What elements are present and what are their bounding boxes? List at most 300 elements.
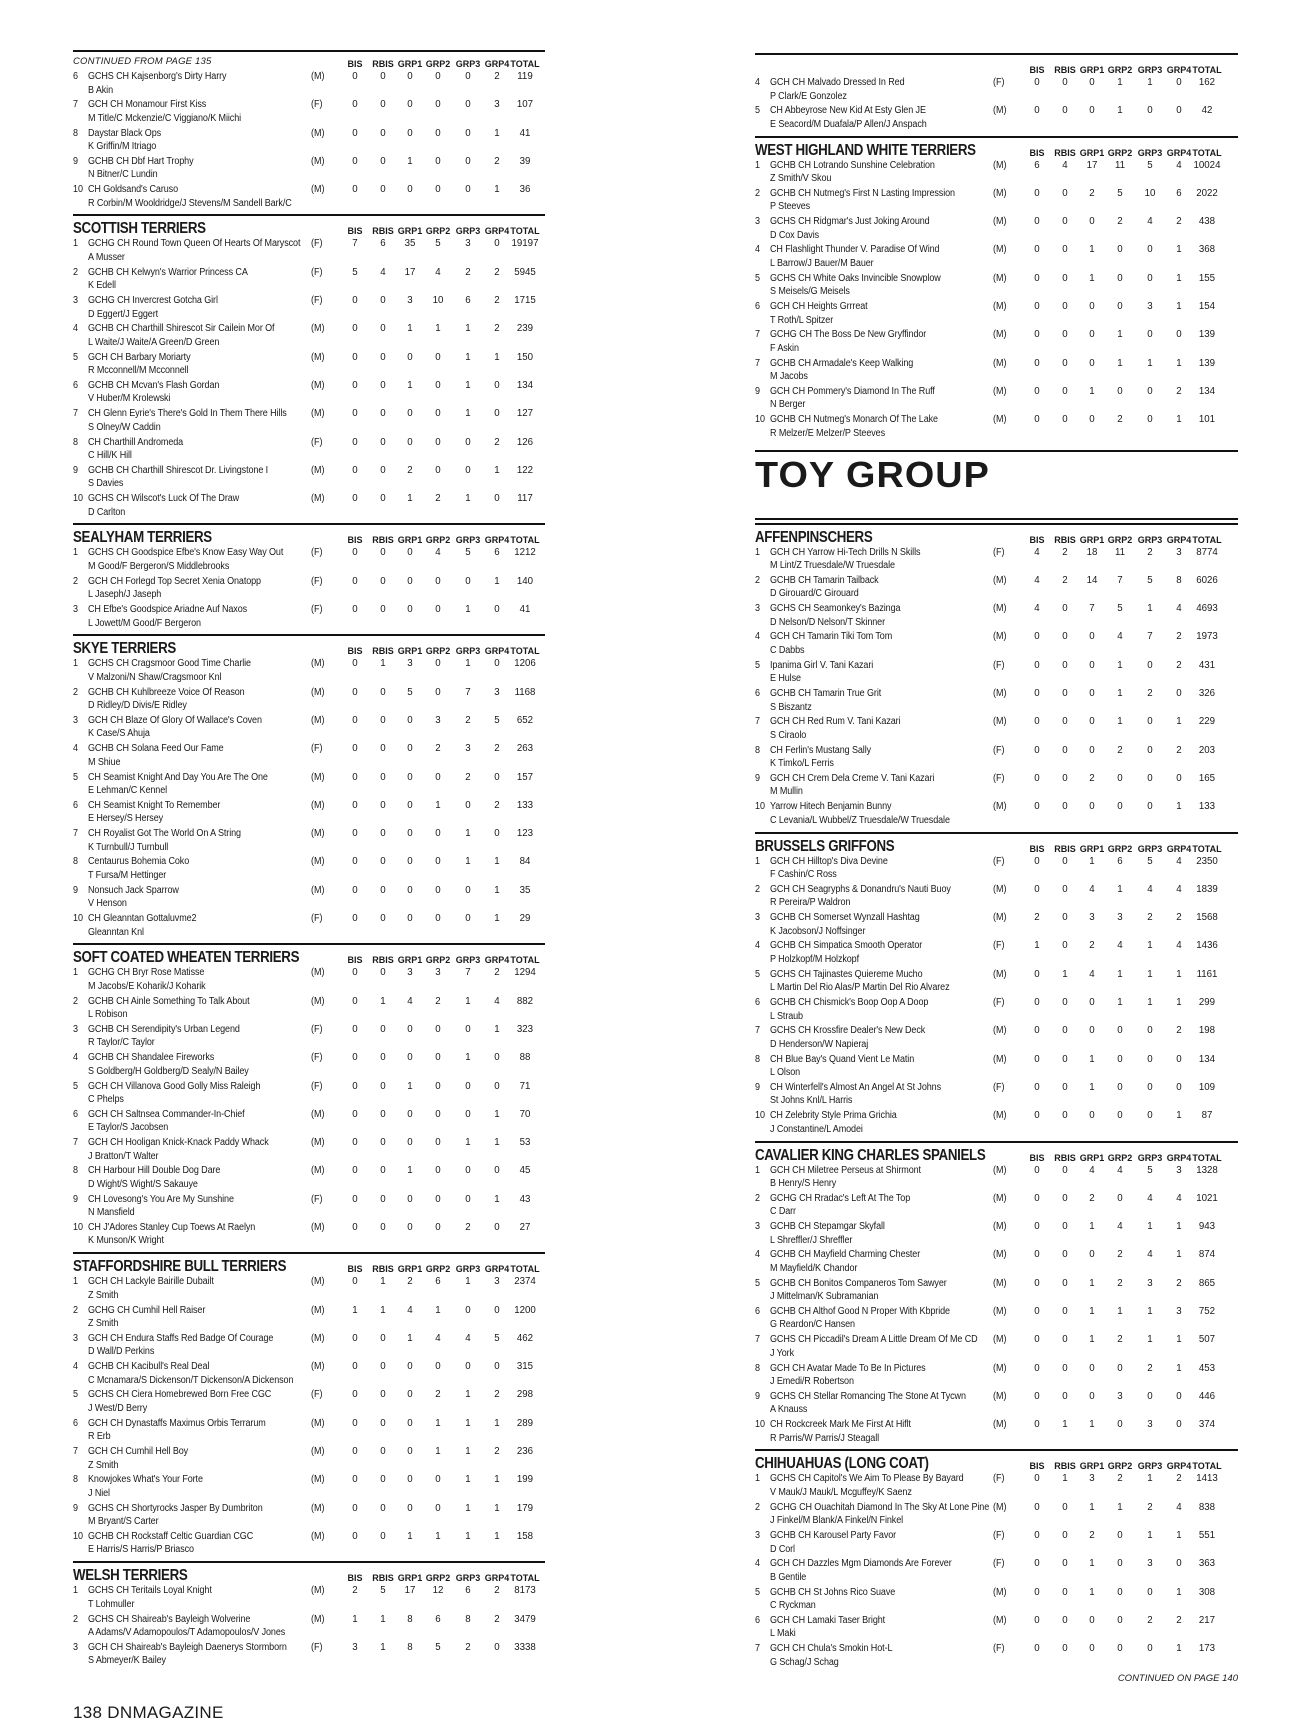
owner-names: N Mansfield (88, 1207, 135, 1219)
stat-bis: 0 (1034, 716, 1040, 728)
rank-number: 8 (755, 1053, 761, 1065)
left-column (73, 50, 545, 1669)
stat-grp2: 0 (435, 1052, 441, 1064)
stat-grp4: 1 (1176, 1334, 1182, 1346)
stat-grp1: 1 (407, 493, 413, 505)
stat-bis: 0 (1034, 414, 1040, 426)
stat-rbis: 0 (1062, 1530, 1068, 1542)
stat-grp1: 14 (1086, 574, 1098, 586)
stat-grp1: 2 (1089, 1192, 1095, 1204)
stat-bis: 0 (352, 351, 358, 363)
ranking-row (73, 799, 545, 827)
rank-number: 7 (755, 329, 761, 341)
sex-label: (F) (311, 1023, 323, 1035)
sex-label: (M) (311, 351, 325, 363)
stat-grp3: 2 (1147, 546, 1153, 558)
stat-grp3: 4 (1147, 883, 1153, 895)
stat-total: 27 (519, 1221, 531, 1233)
stat-grp1: 1 (407, 1332, 413, 1344)
ranking-row (755, 1557, 1238, 1585)
sex-label: (F) (993, 744, 1005, 756)
stat-header-grp2: GRP2 (1107, 1152, 1133, 1163)
stat-grp4: 1 (1176, 801, 1182, 813)
ranking-row (755, 1333, 1238, 1361)
stat-bis: 0 (1034, 801, 1040, 813)
sex-label: (M) (311, 856, 325, 868)
stat-header-grp3: GRP3 (455, 1573, 481, 1584)
stat-total: 298 (516, 1389, 534, 1401)
stat-grp3: 5 (1147, 159, 1153, 171)
stat-rbis: 0 (1062, 385, 1068, 397)
stat-grp4: 1 (1176, 1586, 1182, 1598)
stat-grp3: 0 (465, 1193, 471, 1205)
toy-group-banner (755, 450, 1238, 520)
ranking-row (755, 300, 1238, 328)
rank-number: 3 (73, 1641, 79, 1653)
stat-total: 134 (1198, 1053, 1216, 1065)
stat-grp2: 5 (1117, 187, 1123, 199)
stat-header-total: TOTAL (510, 226, 540, 237)
section-header (73, 1568, 545, 1584)
stat-grp1: 0 (1089, 716, 1095, 728)
stat-total: 10024 (1193, 159, 1221, 171)
stat-grp2: 2 (1117, 1473, 1123, 1485)
stat-bis: 0 (1034, 1192, 1040, 1204)
breed-title: SCOTTISH TERRIERS (73, 220, 206, 238)
stat-grp2: 1 (1117, 688, 1123, 700)
stat-grp1: 0 (407, 1023, 413, 1035)
rank-number: 10 (73, 1221, 84, 1233)
ranking-row (73, 1275, 545, 1303)
owner-names: St Johns Knl/L Harris (770, 1095, 853, 1107)
stat-rbis: 2 (1062, 574, 1068, 586)
owner-names: R Pereira/P Waldron (770, 897, 851, 909)
stat-rbis: 0 (1062, 631, 1068, 643)
stat-grp3: 1 (465, 1276, 471, 1288)
rank-number: 6 (755, 1614, 761, 1626)
dog-name: CH Abbeyrose New Kid At Esty Glen JE (770, 105, 926, 117)
stat-rbis: 0 (1062, 659, 1068, 671)
sex-label: (M) (993, 1053, 1007, 1065)
stat-grp1: 4 (1089, 883, 1095, 895)
stat-grp2: 4 (435, 1332, 441, 1344)
stat-grp3: 1 (1147, 1473, 1153, 1485)
rank-number: 3 (73, 1332, 79, 1344)
stat-grp3: 7 (1147, 631, 1153, 643)
stat-grp4: 4 (1176, 1501, 1182, 1513)
stat-grp1: 0 (407, 351, 413, 363)
stat-grp1: 0 (407, 575, 413, 587)
stat-grp1: 0 (407, 1193, 413, 1205)
stat-total: 3479 (514, 1613, 536, 1625)
stat-grp1: 1 (1089, 244, 1095, 256)
owner-names: S Meisels/G Meisels (770, 286, 850, 298)
rank-number: 9 (755, 385, 761, 397)
stat-grp1: 0 (407, 1052, 413, 1064)
dog-name: GCHB CH Chismick's Boop Oop A Doop (770, 997, 929, 1009)
breed-section (755, 832, 1238, 1138)
rank-number: 7 (73, 408, 79, 420)
sex-label: (M) (311, 1417, 325, 1429)
ranking-row (755, 939, 1238, 967)
ranking-row (73, 1360, 545, 1388)
stat-grp1: 0 (1089, 105, 1095, 117)
dog-name: GCHG CH Bryr Rose Matisse (88, 967, 205, 979)
stat-grp2: 0 (1117, 1419, 1123, 1431)
ranking-row (73, 183, 545, 211)
ranking-row (755, 1053, 1238, 1081)
stat-grp2: 0 (435, 99, 441, 111)
stat-total: 326 (1198, 688, 1216, 700)
sex-label: (F) (993, 546, 1005, 558)
stat-grp3: 0 (1147, 801, 1153, 813)
stat-grp2: 2 (1117, 744, 1123, 756)
stat-grp3: 0 (465, 1361, 471, 1373)
rank-number: 2 (755, 1192, 761, 1204)
stat-grp1: 8 (407, 1613, 413, 1625)
owner-names: D Girouard/C Girouard (770, 588, 859, 600)
stat-grp3: 1 (465, 995, 471, 1007)
stat-grp4: 2 (494, 743, 500, 755)
ranking-row (755, 1472, 1238, 1500)
stat-bis: 0 (352, 1530, 358, 1542)
ranking-row (73, 742, 545, 770)
stat-rbis: 0 (380, 1417, 386, 1429)
stat-bis: 2 (1034, 912, 1040, 924)
ranking-row (73, 1136, 545, 1164)
stat-total: 4693 (1196, 603, 1218, 615)
rank-number: 4 (755, 244, 761, 256)
stat-grp3: 5 (1147, 574, 1153, 586)
stat-grp1: 1 (1089, 1501, 1095, 1513)
owner-names: F Cashin/C Ross (770, 869, 837, 881)
stat-bis: 0 (352, 828, 358, 840)
stat-total: 122 (516, 464, 534, 476)
stat-header-grp2: GRP2 (1107, 1461, 1133, 1472)
ranking-row (755, 546, 1238, 574)
stat-grp2: 0 (435, 1221, 441, 1233)
sex-label: (M) (311, 464, 325, 476)
stat-rbis: 0 (1062, 1614, 1068, 1626)
sex-label: (M) (993, 574, 1007, 586)
owner-names: L Maki (770, 1628, 796, 1640)
stat-grp3: 1 (465, 856, 471, 868)
rank-number: 5 (755, 1586, 761, 1598)
ranking-row (73, 70, 545, 98)
ranking-row (73, 407, 545, 435)
ranking-row (73, 322, 545, 350)
stat-rbis: 0 (1062, 1390, 1068, 1402)
stat-grp2: 1 (1117, 716, 1123, 728)
stat-header-grp1: GRP1 (397, 1573, 423, 1584)
stat-total: 236 (516, 1446, 534, 1458)
stat-grp4: 2 (1176, 385, 1182, 397)
sex-label: (M) (311, 1474, 325, 1486)
rank-number: 6 (73, 1108, 79, 1120)
dog-name: Knowjokes What's Your Forte (88, 1474, 203, 1486)
stat-grp2: 0 (435, 184, 441, 196)
stat-header-grp4: GRP4 (484, 1264, 510, 1275)
sex-label: (M) (311, 408, 325, 420)
owner-names: N Berger (770, 399, 806, 411)
stat-grp1: 3 (1089, 1473, 1095, 1485)
rank-number: 6 (755, 688, 761, 700)
stat-total: 1168 (514, 686, 536, 698)
stat-total: 752 (1198, 1305, 1216, 1317)
stat-grp4: 0 (1176, 105, 1182, 117)
dog-name: GCH CH Miletree Perseus at Shirmont (770, 1164, 921, 1176)
stat-grp4: 0 (1176, 1390, 1182, 1402)
sex-label: (F) (311, 238, 323, 250)
stat-rbis: 0 (380, 295, 386, 307)
owner-names: K Munson/K Wright (88, 1235, 164, 1247)
stat-grp1: 3 (407, 295, 413, 307)
dog-name: GCHS CH Capitol's We Aim To Please By Bayard (770, 1473, 964, 1485)
rank-number: 7 (73, 828, 79, 840)
sex-label: (F) (311, 99, 323, 111)
stat-rbis: 0 (380, 99, 386, 111)
stat-rbis: 0 (1062, 77, 1068, 88)
stat-rbis: 5 (380, 1585, 386, 1597)
stat-header-total: TOTAL (510, 1573, 540, 1584)
stat-bis: 0 (1034, 688, 1040, 700)
rank-number: 6 (755, 301, 761, 313)
rank-number: 2 (755, 1501, 761, 1513)
stat-header-grp4: GRP4 (1166, 534, 1192, 545)
stat-grp4: 4 (1176, 603, 1182, 615)
stat-total: 107 (516, 99, 534, 111)
stat-grp3: 0 (1147, 105, 1153, 117)
rank-number: 5 (755, 659, 761, 671)
stat-rbis: 0 (380, 1080, 386, 1092)
owner-names: R Erb (88, 1431, 111, 1443)
stat-grp4: 2 (494, 323, 500, 335)
stat-grp2: 6 (1117, 855, 1123, 867)
stat-total: 263 (516, 743, 534, 755)
rank-number: 10 (73, 493, 84, 505)
rank-number: 9 (755, 772, 761, 784)
rank-number: 9 (73, 1502, 79, 1514)
stat-total: 8173 (514, 1585, 536, 1597)
stat-rbis: 0 (380, 884, 386, 896)
stat-grp4: 2 (494, 1613, 500, 1625)
stat-grp4: 2 (1176, 1473, 1182, 1485)
right-top-sections (755, 53, 1238, 442)
stat-bis: 1 (1034, 940, 1040, 952)
stat-grp3: 1 (465, 658, 471, 670)
stat-rbis: 0 (1062, 716, 1068, 728)
stat-grp4: 1 (494, 1530, 500, 1542)
stat-grp2: 1 (1117, 1305, 1123, 1317)
stat-grp3: 0 (1147, 1053, 1153, 1065)
breed-section (73, 214, 545, 520)
stat-grp3: 0 (465, 1304, 471, 1316)
ranking-row (755, 687, 1238, 715)
stat-rbis: 0 (380, 743, 386, 755)
stat-rbis: 0 (380, 1221, 386, 1233)
stat-grp3: 0 (1147, 1390, 1153, 1402)
stat-bis: 0 (1034, 1614, 1040, 1626)
ranking-row (73, 827, 545, 855)
dog-name: GCHG CH Invercrest Gotcha Girl (88, 295, 218, 307)
rank-number: 3 (755, 1530, 761, 1542)
owner-names: A Musser (88, 251, 125, 263)
dog-name: GCH CH Yarrow Hi-Tech Drills N Skills (770, 546, 921, 558)
stat-header-grp3: GRP3 (455, 226, 481, 237)
rank-number: 3 (73, 604, 79, 616)
stat-grp3: 2 (465, 714, 471, 726)
stat-grp4: 5 (494, 714, 500, 726)
stat-header-total: TOTAL (510, 59, 540, 69)
stat-grp1: 1 (1089, 1081, 1095, 1093)
stat-total: 289 (516, 1417, 534, 1429)
stat-header-bis: BIS (1029, 1461, 1045, 1472)
stat-total: 140 (516, 575, 534, 587)
stat-grp1: 1 (1089, 1305, 1095, 1317)
stat-grp3: 0 (1147, 329, 1153, 341)
owner-names: K Griffin/M Itriago (88, 141, 157, 153)
dog-name: GCH CH Villanova Good Golly Miss Raleigh (88, 1080, 261, 1092)
stat-grp2: 2 (435, 743, 441, 755)
stat-grp4: 1 (494, 575, 500, 587)
stat-grp1: 1 (407, 323, 413, 335)
breed-title: SKYE TERRIERS (73, 640, 176, 658)
owner-names: J West/D Berry (88, 1402, 148, 1414)
stat-bis: 0 (1034, 659, 1040, 671)
owner-names: J York (770, 1347, 794, 1359)
stat-grp4: 1 (494, 1193, 500, 1205)
owner-names: P Holzkopf/M Holzkopf (770, 953, 860, 965)
stat-grp2: 5 (435, 1641, 441, 1653)
ranking-row (755, 1529, 1238, 1557)
stat-grp1: 3 (407, 658, 413, 670)
stat-grp3: 4 (1147, 216, 1153, 228)
stat-total: 2022 (1196, 187, 1218, 199)
stat-total: 323 (516, 1023, 534, 1035)
stat-grp3: 0 (1147, 272, 1153, 284)
dog-name: GCH CH Cumhil Hell Boy (88, 1446, 189, 1458)
stat-grp2: 0 (435, 884, 441, 896)
stat-grp1: 1 (1089, 1277, 1095, 1289)
stat-bis: 0 (1034, 1277, 1040, 1289)
stat-total: 368 (1198, 244, 1216, 256)
section-header (755, 1148, 1238, 1164)
stat-total: 3338 (514, 1641, 536, 1653)
stat-rbis: 0 (380, 1474, 386, 1486)
section-header (755, 530, 1238, 546)
ranking-row (755, 76, 1238, 104)
sex-label: (M) (993, 385, 1007, 397)
dog-name: CH Flashlight Thunder V. Paradise Of Wind (770, 244, 940, 256)
stat-grp4: 2 (494, 436, 500, 448)
stat-total: 462 (516, 1332, 534, 1344)
owner-names: F Askin (770, 342, 799, 354)
stat-bis: 0 (1034, 272, 1040, 284)
ranking-row (73, 436, 545, 464)
owner-names: V Malzoni/N Shaw/Cragsmoor Knl (88, 671, 222, 683)
stat-grp1: 1 (407, 1530, 413, 1542)
dog-name: GCHS CH Stellar Romancing The Stone At Tycwn (770, 1390, 966, 1402)
stat-grp3: 6 (465, 1585, 471, 1597)
stat-grp2: 1 (1117, 1501, 1123, 1513)
ranking-row (755, 1501, 1238, 1529)
section-header (755, 839, 1238, 855)
stat-grp1: 4 (1089, 968, 1095, 980)
stat-total: 157 (516, 771, 534, 783)
stat-bis: 0 (1034, 1501, 1040, 1513)
sex-label: (M) (311, 493, 325, 505)
sex-label: (F) (993, 772, 1005, 784)
stat-total: 1200 (514, 1304, 536, 1316)
owner-names: B Henry/S Henry (770, 1178, 837, 1189)
rank-number: 10 (73, 1530, 84, 1542)
stat-total: 374 (1198, 1419, 1216, 1431)
stat-grp4: 4 (1176, 883, 1182, 895)
stat-grp2: 1 (1117, 997, 1123, 1009)
section-header (73, 950, 545, 966)
sex-label: (F) (993, 659, 1005, 671)
stat-grp4: 1 (1176, 968, 1182, 980)
stat-bis: 0 (352, 1165, 358, 1177)
stat-rbis: 0 (1062, 216, 1068, 228)
stat-rbis: 1 (380, 1613, 386, 1625)
rank-number: 5 (755, 272, 761, 284)
stat-header-grp1: GRP1 (397, 646, 423, 657)
breed-title: SEALYHAM TERRIERS (73, 529, 212, 547)
rank-number: 3 (73, 714, 79, 726)
stat-header-rbis: RBIS (372, 1264, 394, 1275)
stat-grp1: 0 (407, 1137, 413, 1149)
owner-names: C Hill/K Hill (88, 450, 132, 462)
stat-header-rbis: RBIS (1054, 534, 1076, 545)
owner-names: R Melzer/E Melzer/P Steeves (770, 427, 885, 439)
owner-names: J Emedi/R Robertson (770, 1376, 854, 1388)
rank-number: 10 (755, 414, 766, 426)
owner-names: A Adams/V Adamopoulos/T Adamopoulos/V Jones (88, 1627, 286, 1639)
dog-name: GCHB CH Somerset Wynzall Hashtag (770, 912, 920, 924)
stat-grp2: 0 (1117, 1643, 1123, 1655)
stat-grp2: 0 (1117, 1362, 1123, 1374)
ranking-row (755, 243, 1238, 271)
stat-grp3: 0 (465, 184, 471, 196)
stat-grp1: 0 (1089, 1643, 1095, 1655)
rank-number: 4 (755, 77, 761, 88)
stat-bis: 0 (352, 1052, 358, 1064)
breed-title: SOFT COATED WHEATEN TERRIERS (73, 949, 300, 967)
stat-grp1: 0 (1089, 329, 1095, 341)
stat-header-total: TOTAL (1192, 1152, 1222, 1163)
stat-grp4: 1 (494, 884, 500, 896)
owner-names: M Mullin (770, 786, 803, 798)
stat-header-grp3: GRP3 (1137, 65, 1163, 75)
stat-header-grp2: GRP2 (1107, 65, 1133, 75)
stat-grp2: 1 (1117, 883, 1123, 895)
stat-grp3: 1 (465, 1530, 471, 1542)
stat-grp4: 0 (494, 238, 500, 250)
dog-name: CH Glenn Eyrie's There's Gold In Them There Hills (88, 408, 287, 420)
ranking-row (73, 1417, 545, 1445)
dog-name: GCHB CH Serendipity's Urban Legend (88, 1023, 240, 1035)
stat-total: 315 (516, 1361, 534, 1373)
stat-grp3: 1 (1147, 1530, 1153, 1542)
stat-rbis: 1 (1062, 968, 1068, 980)
stat-grp4: 0 (1176, 77, 1182, 88)
sex-label: (M) (993, 1277, 1007, 1289)
stat-bis: 4 (1034, 546, 1040, 558)
stat-bis: 0 (352, 99, 358, 111)
stat-header-grp3: GRP3 (455, 59, 481, 69)
ranking-row (73, 127, 545, 155)
